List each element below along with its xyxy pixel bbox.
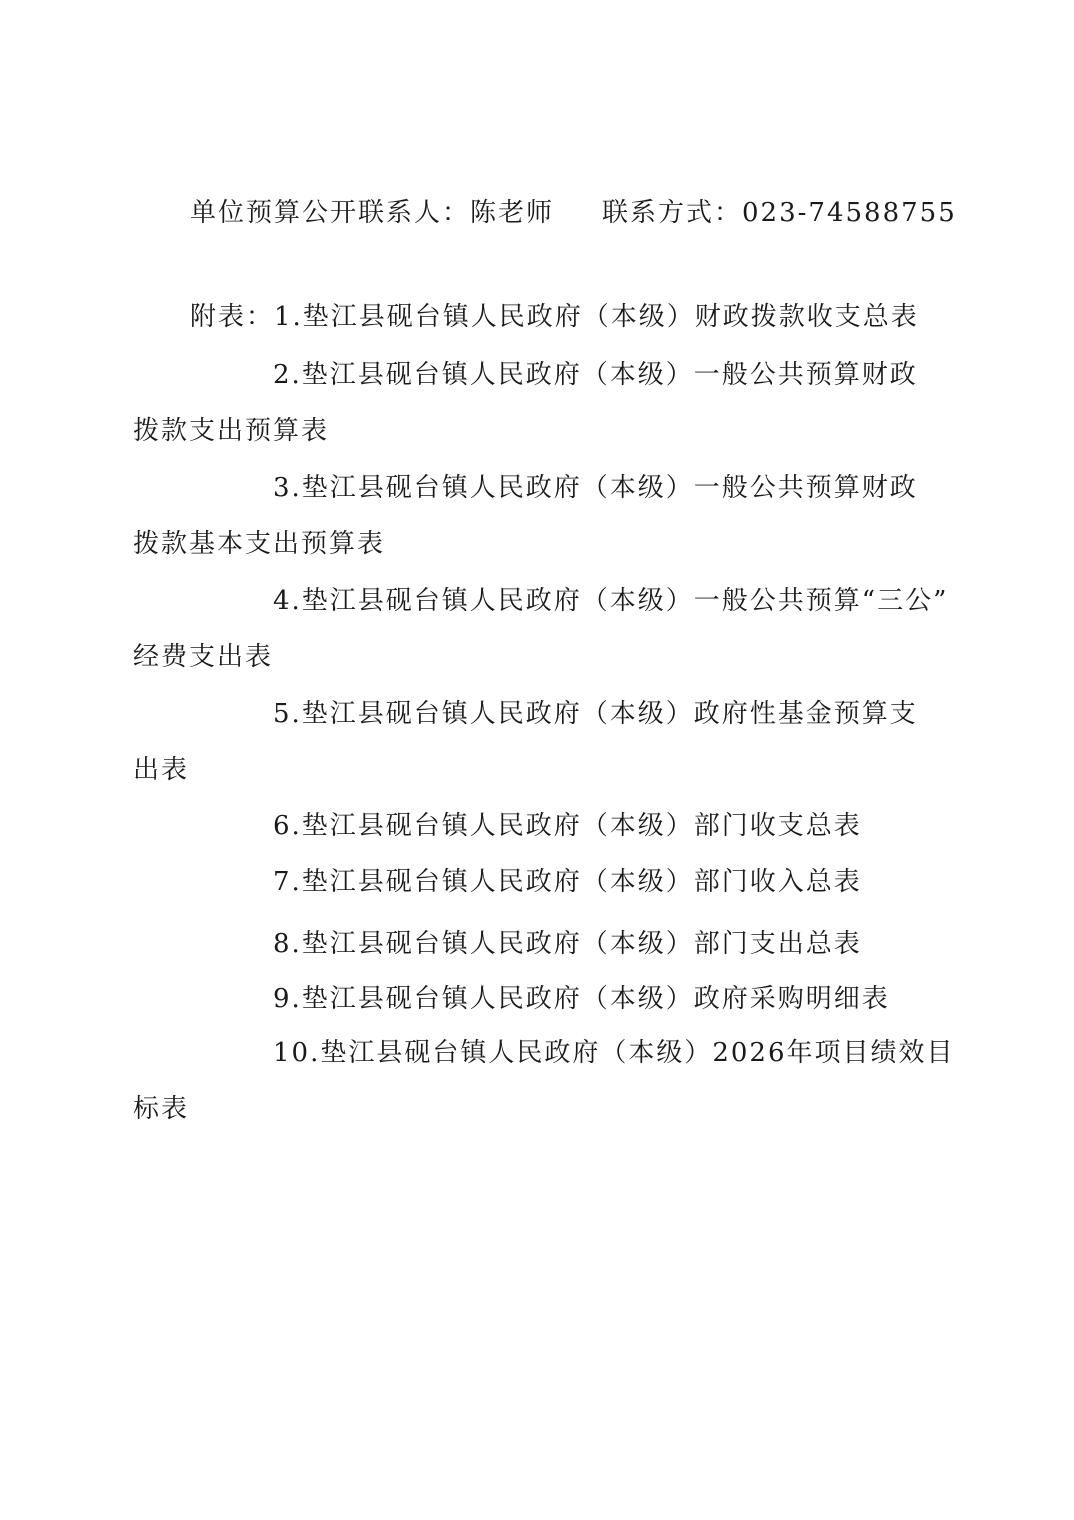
contact-person: 单位预算公开联系人：陈老师 [190, 198, 555, 228]
attachment-item-3: 3.垫江县砚台镇人民政府（本级）一般公共预算财政 [273, 473, 918, 503]
attachment-item-10-continued: 标表 [133, 1094, 190, 1124]
contact-line [190, 196, 957, 230]
attachment-item-7: 7.垫江县砚台镇人民政府（本级）部门收入总表 [273, 867, 862, 897]
attachment-item-4: 4.垫江县砚台镇人民政府（本级）一般公共预算“三公” [273, 586, 949, 616]
attachment-item-5-continued: 出表 [133, 755, 190, 785]
attachment-item-2: 2.垫江县砚台镇人民政府（本级）一般公共预算财政 [273, 360, 918, 390]
attachment-item-5: 5.垫江县砚台镇人民政府（本级）政府性基金预算支 [273, 699, 918, 729]
attachment-item-9: 9.垫江县砚台镇人民政府（本级）政府采购明细表 [273, 984, 890, 1014]
attachment-item-3-continued: 拨款基本支出预算表 [133, 529, 386, 559]
contact-phone: 联系方式：023-74588755 [602, 198, 957, 228]
attachment-item-6: 6.垫江县砚台镇人民政府（本级）部门收支总表 [273, 811, 862, 841]
attachment-item-4-continued: 经费支出表 [133, 642, 274, 672]
attachment-item-10: 10.垫江县砚台镇人民政府（本级）2026年项目绩效目 [273, 1038, 955, 1068]
attachment-item-2-continued: 拨款支出预算表 [133, 416, 330, 446]
attachment-item-8: 8.垫江县砚台镇人民政府（本级）部门支出总表 [273, 929, 862, 959]
attachment-item-1: 附表：1.垫江县砚台镇人民政府（本级）财政拨款收支总表 [190, 302, 919, 332]
